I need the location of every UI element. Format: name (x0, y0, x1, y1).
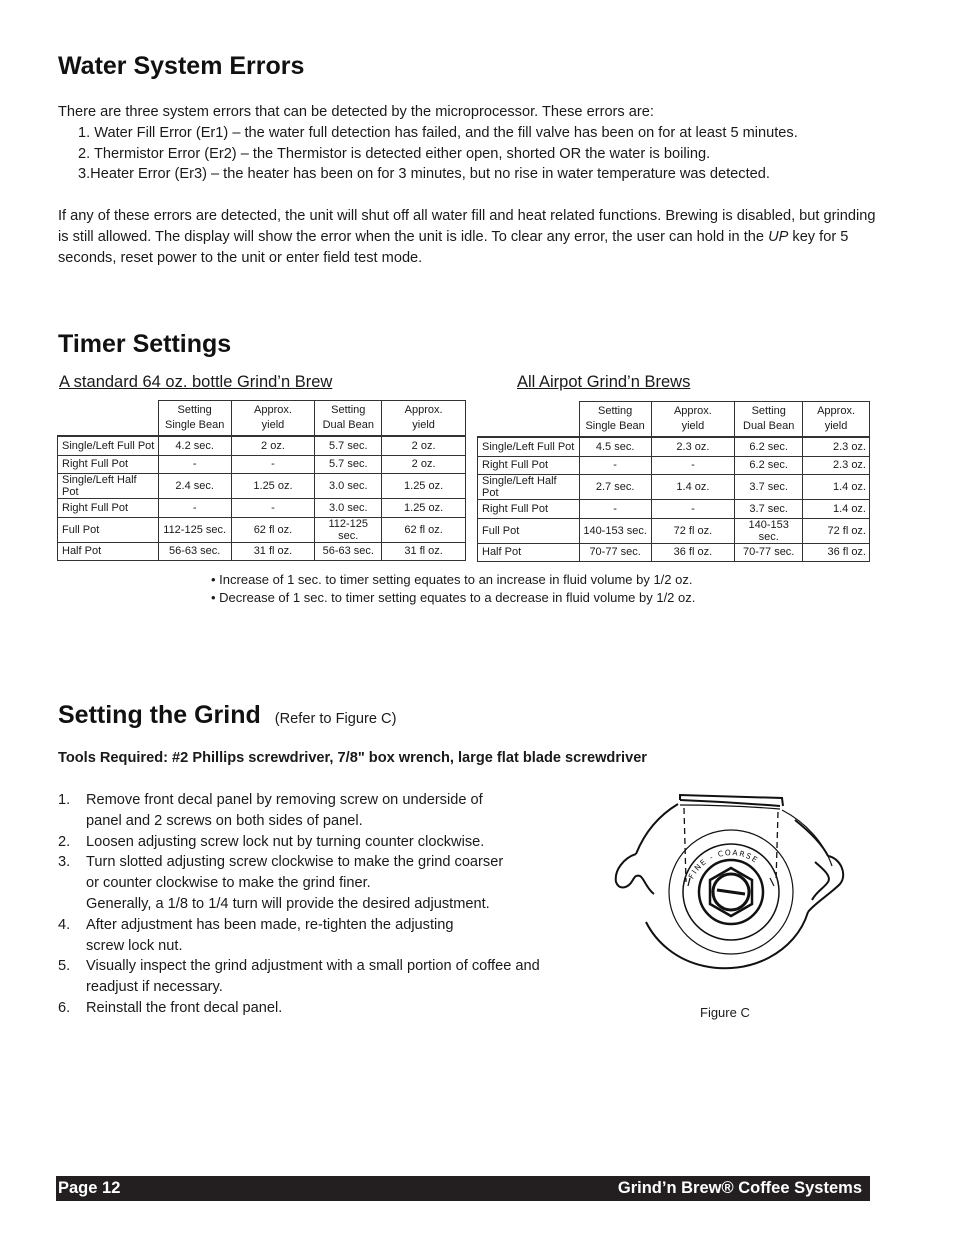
table-row: Single/Left Half Pot 2.4 sec. 1.25 oz. 3.0 sec. 1.25 oz. (58, 474, 466, 499)
page-number: Page 12 (58, 1179, 121, 1197)
table2-caption: All Airpot Grind’n Brews (517, 373, 691, 391)
figure-reference: (Refer to Figure C) (274, 711, 397, 727)
water-errors-body (58, 102, 878, 268)
figure-caption: Figure C (700, 1005, 750, 1020)
page-footer (56, 1176, 870, 1201)
error-item-er1: 1. Water Fill Error (Er1) – the water full detection has failed, and the fill valve has been on for at least 5 minutes. (78, 124, 798, 141)
table-row: Full Pot 112-125 sec. 62 fl oz. 112-125 sec. 62 fl oz. (58, 517, 466, 542)
up-key-label: UP (768, 228, 789, 245)
grind-heading-row (58, 701, 396, 730)
water-errors-clear-paragraph: If any of these errors are detected, the unit will shut off all water fill and heat related functions. Brewing is disabled, but grinding is still allowed. The display will show the error when the unit is idle. To clear any error, the user can hold in the UP key for 5 seconds, reset power to the unit or enter field test mode. (58, 207, 876, 266)
col-header-yield: Approx. yield (231, 401, 315, 437)
error-item-er2: 2. Thermistor Error (Er2) – the Thermistor is detected either open, shorted OR the water is boiling. (78, 145, 711, 162)
list-item: 5. Visually inspect the grind adjustment with a small portion of coffee and readjust if necessary. (58, 958, 540, 996)
timer-table-airpot (477, 401, 870, 562)
list-item: 2. Loosen adjusting screw lock nut by turning counter clockwise. (58, 833, 485, 850)
col-header-yield: Approx. yield (382, 401, 466, 437)
timer-note-decrease: • Decrease of 1 sec. to timer setting equates to a decrease in fluid volume by 1/2 oz. (211, 589, 696, 605)
fine-coarse-label: FINE - COARSE (686, 847, 761, 881)
table-row: Half Pot 56-63 sec. 31 fl oz. 56-63 sec. 31 fl oz. (58, 542, 466, 561)
col-header-yield: Approx. yield (803, 402, 870, 438)
col-header-setting-dual: Setting Dual Bean (735, 402, 803, 438)
col-header-setting-single: Setting Single Bean (579, 402, 651, 438)
timer-settings-heading: Timer Settings (58, 330, 232, 358)
col-header-yield: Approx. yield (651, 402, 735, 438)
table-row: Single/Left Full Pot 4.2 sec. 2 oz. 5.7 sec. 2 oz. (58, 436, 466, 455)
list-item: 3. Turn slotted adjusting screw clockwise to make the grind coarser or counter clockwise to make the grind finer. Generally, a 1/8 to 1/4 turn will provide the desired adjustment. (58, 854, 504, 912)
water-errors-heading: Water System Errors (58, 52, 305, 80)
timer-note-increase: • Increase of 1 sec. to timer setting equates to an increase in fluid volume by 1/2 oz. (211, 572, 693, 587)
list-item: 4. After adjustment has been made, re-tighten the adjusting screw lock nut. (58, 916, 454, 954)
grind-steps-list (58, 790, 598, 1019)
error-item-er3: 3.Heater Error (Er3) – the heater has been on for 3 minutes, but no rise in water temperature was detected. (78, 166, 770, 183)
list-item: 1. Remove front decal panel by removing screw on underside of panel and 2 screws on both sides of panel. (58, 792, 483, 829)
table1-caption: A standard 64 oz. bottle Grind’n Brew (59, 373, 333, 391)
water-errors-intro: There are three system errors that can be detected by the microprocessor. These errors are: (58, 104, 654, 120)
col-header-setting-dual: Setting Dual Bean (315, 401, 382, 437)
timer-notes (211, 571, 831, 606)
table-row: Right Full Pot - - 3.0 sec. 1.25 oz. (58, 499, 466, 518)
table-row: Right Full Pot - - 6.2 sec. 2.3 oz. (478, 456, 870, 475)
table-row: Single/Left Full Pot 4.5 sec. 2.3 oz. 6.2 sec. 2.3 oz. (478, 437, 870, 456)
table-row: Right Full Pot - - 5.7 sec. 2 oz. (58, 455, 466, 474)
list-item: 6. Reinstall the front decal panel. (58, 999, 283, 1016)
product-name: Grind’n Brew® Coffee Systems (617, 1179, 862, 1197)
col-header-setting-single: Setting Single Bean (158, 401, 231, 437)
table-row: Right Full Pot - - 3.7 sec. 1.4 oz. (478, 500, 870, 519)
table-row: Half Pot 70-77 sec. 36 fl oz. 70-77 sec. 36 fl oz. (478, 543, 870, 562)
grind-heading: Setting the Grind (58, 701, 261, 729)
table-row: Full Pot 140-153 sec. 72 fl oz. 140-153 sec. 72 fl oz. (478, 518, 870, 543)
timer-table-standard (57, 400, 466, 561)
table-row: Single/Left Half Pot 2.7 sec. 1.4 oz. 3.7 sec. 1.4 oz. (478, 475, 870, 500)
tools-required: Tools Required: #2 Phillips screwdriver, 7/8" box wrench, large flat blade screwdriver (58, 750, 647, 766)
grind-adjustment-figure (600, 782, 850, 987)
